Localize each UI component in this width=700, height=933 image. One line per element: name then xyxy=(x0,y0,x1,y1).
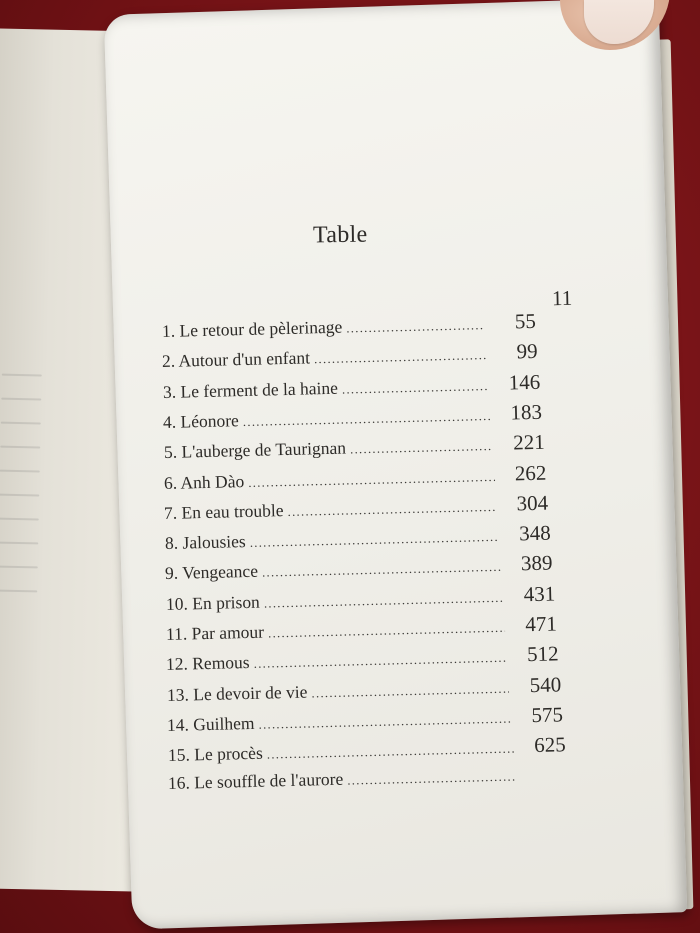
dot-leader xyxy=(262,559,501,581)
toc-entry-title: 5. L'auberge de Taurignan xyxy=(163,437,346,463)
toc-entry-page: 262 xyxy=(514,460,547,485)
toc-entry-title: 10. En prison xyxy=(165,591,260,614)
toc-entry-title: 14. Guilhem xyxy=(166,712,255,735)
toc-title: Table xyxy=(312,221,368,249)
toc-entry xyxy=(167,732,565,768)
toc-entry-title: 1. Le retour de pèlerinage xyxy=(161,316,343,341)
dot-leader xyxy=(349,438,492,457)
dot-leader xyxy=(248,468,495,490)
toc-entry-page: 512 xyxy=(527,641,560,667)
toc-entry-page: 348 xyxy=(518,520,551,546)
dot-leader xyxy=(259,710,512,732)
toc-entry-title: 8. Jalousies xyxy=(164,531,246,554)
toc-entry-page xyxy=(519,779,567,780)
toc-entry xyxy=(164,521,550,556)
dot-leader xyxy=(288,499,497,520)
dot-leader xyxy=(268,620,505,642)
dot-leader xyxy=(314,347,486,367)
toc-entry-title: 12. Remous xyxy=(166,652,251,675)
toc-entry-page: 221 xyxy=(512,429,545,455)
toc-entry-title: 16. Le souffle de l'aurore xyxy=(167,768,344,793)
toc-entry-page: 625 xyxy=(533,732,566,758)
toc-entry-page: 304 xyxy=(516,490,549,516)
toc-entry xyxy=(163,400,543,435)
dot-leader xyxy=(263,589,503,611)
dot-leader xyxy=(249,529,499,551)
dot-leader xyxy=(346,317,484,336)
toc-entry xyxy=(162,309,537,344)
toc-entry xyxy=(162,339,538,374)
toc-entry-page: 471 xyxy=(525,611,558,637)
toc-entry xyxy=(166,611,558,647)
toc-entry-page: 575 xyxy=(531,702,564,727)
toc-entry-title: 2. Autour d'un enfant xyxy=(162,347,311,372)
toc-entry-page: 540 xyxy=(529,671,562,697)
toc-entry-title: 7. En eau trouble xyxy=(164,499,285,523)
dot-leader xyxy=(347,768,515,788)
dot-leader xyxy=(342,378,489,398)
toc-entry xyxy=(165,551,553,586)
prelim-page-number: 11 xyxy=(551,285,573,311)
dot-leader xyxy=(266,741,513,763)
toc-entry-title: 9. Vengeance xyxy=(164,561,259,584)
toc-entry xyxy=(167,702,564,738)
toc-entry xyxy=(166,672,561,708)
toc-entry xyxy=(164,460,547,495)
toc-entry-title: 13. Le devoir de vie xyxy=(166,681,308,705)
toc-entry-page: 55 xyxy=(514,308,537,334)
dot-leader xyxy=(243,408,491,430)
toc-entry-title: 15. Le procès xyxy=(167,742,263,766)
toc-entry xyxy=(168,763,568,799)
toc-entry xyxy=(166,642,559,678)
toc-entry xyxy=(162,369,540,404)
toc-entry-title: 11. Par amour xyxy=(165,621,265,644)
toc-entry-page: 99 xyxy=(516,339,539,364)
toc-entry-title: 6. Anh Dào xyxy=(163,470,245,493)
toc-entry xyxy=(165,581,555,617)
toc-entry-title: 4. Léonore xyxy=(162,410,240,432)
dot-leader xyxy=(311,680,509,701)
toc-entry xyxy=(164,490,549,525)
toc-entry-page: 146 xyxy=(508,369,541,395)
toc-entry xyxy=(163,430,544,465)
toc-entry-page: 389 xyxy=(520,550,553,576)
dot-leader xyxy=(254,650,507,672)
toc-entry-page: 183 xyxy=(510,399,543,425)
toc-entry-page: 431 xyxy=(522,581,556,606)
toc-entry-title: 3. Le ferment de la haine xyxy=(162,377,338,402)
